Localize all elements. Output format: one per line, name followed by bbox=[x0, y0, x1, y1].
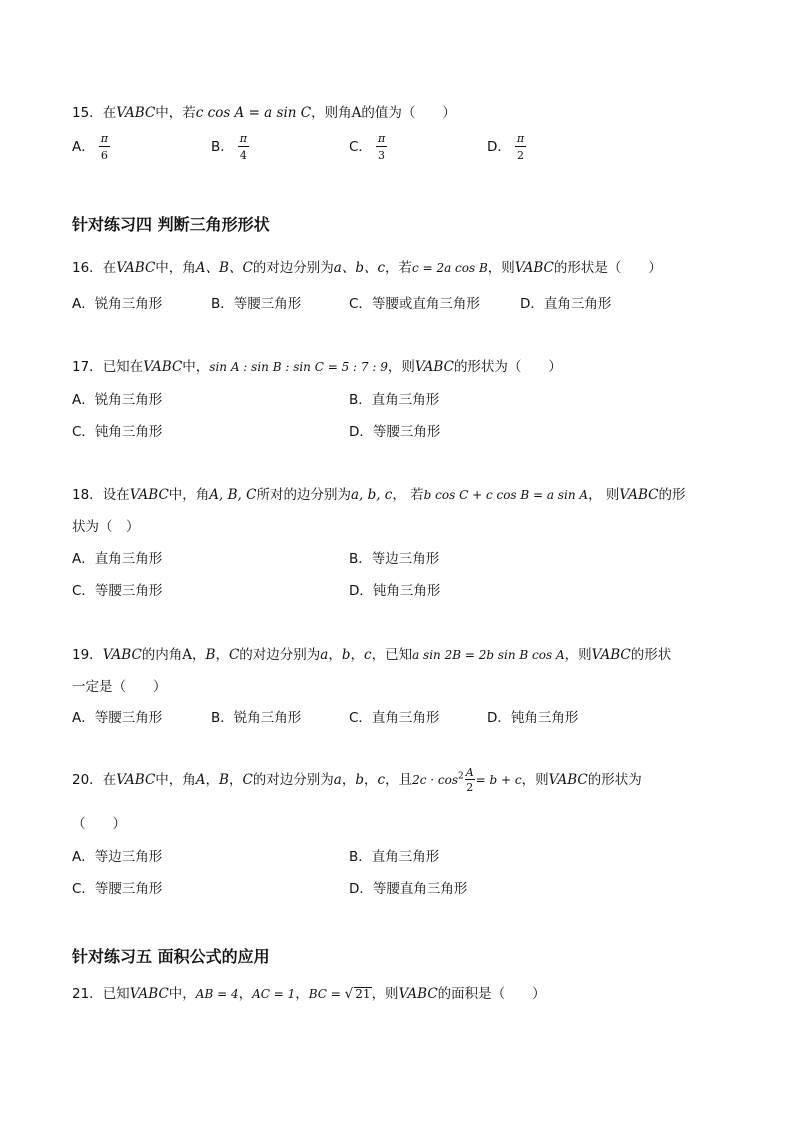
q15-option-d: D． $\frac{\pi}{2}$ bbox=[487, 132, 525, 162]
q20-option-a: A．等边三角形 bbox=[72, 849, 163, 865]
question-18-line2: 状为（ ） bbox=[72, 519, 140, 535]
question-17: 17．已知在VABC中，sin A : sin B : sin C = 5 : 7 : 9，则VABC的形状为（ ） bbox=[72, 359, 562, 375]
q17-option-c: C．钝角三角形 bbox=[72, 424, 163, 440]
question-19: 19．VABC的内角A，B，C的对边分别为a，b，c，已知a sin 2B = 2b sin B cos A，则VABC的形状 bbox=[72, 647, 672, 663]
q18-option-c: C．等腰三角形 bbox=[72, 583, 163, 599]
section-heading-5: 针对练习五 面积公式的应用 bbox=[72, 947, 270, 966]
q17-option-b: B．直角三角形 bbox=[349, 392, 440, 408]
q18-option-a: A．直角三角形 bbox=[72, 551, 163, 567]
q16-option-c: C．等腰或直角三角形 bbox=[349, 296, 480, 312]
q19-option-d: D．钝角三角形 bbox=[487, 710, 579, 726]
q20-option-c: C．等腰三角形 bbox=[72, 881, 163, 897]
q15-option-a: A． $\frac{\pi}{6}$ bbox=[72, 132, 108, 162]
q20-option-b: B．直角三角形 bbox=[349, 849, 440, 865]
question-21: 21．已知VABC中，AB = 4，AC = 1，BC = √ 21，则VABC的面积是（ ） bbox=[72, 986, 546, 1002]
q16-option-b: B．等腰三角形 bbox=[211, 296, 302, 312]
q16-option-d: D．直角三角形 bbox=[520, 296, 612, 312]
question-18: 18．设在VABC中，角A, B, C所对的边分别为a, b, c， 若b cos C + c cos B = a sin A， 则VABC的形 bbox=[72, 487, 686, 503]
question-16: 16．在VABC中，角A、B、C的对边分别为a、b、c，若c = 2a cos B，则VABC的形状是（ ） bbox=[72, 260, 662, 276]
q19-option-a: A．等腰三角形 bbox=[72, 710, 163, 726]
question-19-line2: 一定是（ ） bbox=[72, 679, 167, 695]
section-heading-4: 针对练习四 判断三角形形状 bbox=[72, 215, 270, 234]
q15-option-b: B． $\frac{\pi}{4}$ bbox=[211, 132, 247, 162]
q15-option-c: C． $\frac{\pi}{3}$ bbox=[349, 132, 386, 162]
q19-option-b: B．锐角三角形 bbox=[211, 710, 302, 726]
q19-option-c: C．直角三角形 bbox=[349, 710, 440, 726]
question-20: 20．在VABC中，角A，B，C的对边分别为a，b，c，且$2c \cdot \cos^2$ $\frac{A}{2}$ = b + c，则VABC的形状为 bbox=[72, 766, 642, 794]
q16-option-a: A．锐角三角形 bbox=[72, 296, 163, 312]
q17-option-a: A．锐角三角形 bbox=[72, 392, 163, 408]
question-15: 15．在VABC中，若c cos A = a sin C，则角A的值为（ ） bbox=[72, 105, 456, 121]
q20-option-d: D．等腰直角三角形 bbox=[349, 881, 468, 897]
q18-option-d: D．钝角三角形 bbox=[349, 583, 441, 599]
q18-option-b: B．等边三角形 bbox=[349, 551, 440, 567]
q17-option-d: D．等腰三角形 bbox=[349, 424, 441, 440]
question-20-line2: （ ） bbox=[72, 816, 126, 832]
